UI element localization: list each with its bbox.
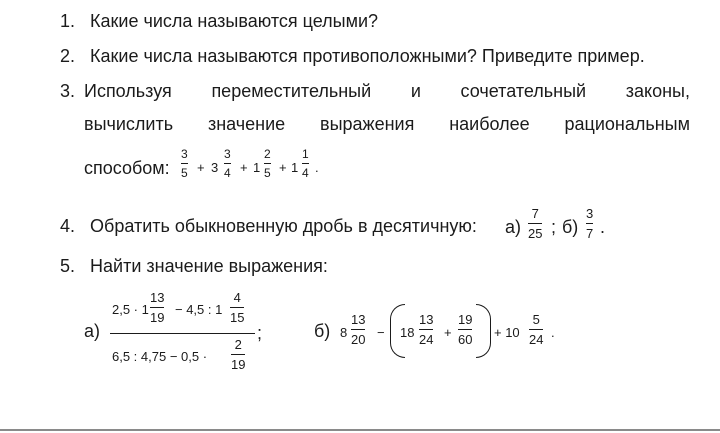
list-item-1 bbox=[60, 10, 378, 32]
fraction: 13 20 bbox=[351, 312, 366, 347]
separator: ; bbox=[551, 217, 557, 237]
bottom-divider bbox=[0, 429, 720, 431]
item-text: Обратить обыкновенную дробь в десятичную: bbox=[90, 216, 477, 236]
word: наиболее bbox=[449, 114, 530, 134]
whole-part: 8 bbox=[340, 325, 348, 340]
whole-part: 3 bbox=[211, 160, 219, 175]
word: и bbox=[410, 81, 421, 101]
operator: + 10 bbox=[494, 325, 520, 340]
whole-part: 1 bbox=[253, 160, 261, 175]
fraction: 7 25 bbox=[528, 206, 543, 241]
word: переместительный bbox=[211, 81, 372, 101]
operator: + bbox=[279, 160, 287, 175]
numerator-text: − 4,5 : 1 bbox=[175, 302, 223, 317]
fraction: 4 15 bbox=[230, 290, 245, 325]
whole-part: 18 bbox=[400, 325, 415, 340]
list-item-4 bbox=[60, 215, 477, 237]
item-number: 1. bbox=[60, 11, 76, 31]
right-parenthesis bbox=[476, 304, 491, 358]
item-3-line-1 bbox=[84, 80, 690, 102]
fraction: 1 4 bbox=[302, 147, 309, 180]
item-number: 3. bbox=[60, 81, 76, 101]
operator: + bbox=[197, 160, 205, 175]
whole-part: 1 bbox=[291, 160, 299, 175]
fraction: 5 24 bbox=[529, 312, 544, 347]
numerator-text: 2,5 · 1 bbox=[112, 302, 149, 317]
item-3-prefix: способом: bbox=[84, 158, 170, 178]
fraction: 13 19 bbox=[150, 290, 165, 325]
item-number: 2. bbox=[60, 46, 76, 66]
operator: + bbox=[444, 325, 452, 340]
semicolon: ; bbox=[257, 323, 263, 343]
period: . bbox=[600, 217, 606, 237]
item-text: Какие числа называются противоположными? Приведите пример. bbox=[90, 46, 645, 66]
fraction: 13 24 bbox=[419, 312, 434, 347]
fraction: 3 7 bbox=[586, 206, 594, 241]
denominator-text: 6,5 : 4,75 − 0,5 · bbox=[112, 349, 208, 364]
word: Используя bbox=[84, 81, 172, 101]
list-item-5 bbox=[60, 255, 328, 277]
fraction: 2 19 bbox=[231, 337, 246, 372]
item-text: Найти значение выражения: bbox=[90, 256, 328, 276]
label-b: б) bbox=[562, 217, 579, 237]
fraction: 3 4 bbox=[224, 147, 231, 180]
label-b: б) bbox=[314, 321, 331, 341]
period: . bbox=[551, 325, 555, 340]
label-a: а) bbox=[505, 217, 522, 237]
item-number: 5. bbox=[60, 256, 76, 276]
word: сочетательный bbox=[460, 81, 587, 101]
item-number: 4. bbox=[60, 216, 76, 236]
fraction: 2 5 bbox=[264, 147, 271, 180]
item-text: Какие числа называются целыми? bbox=[90, 11, 379, 31]
main-fraction-bar bbox=[110, 333, 255, 334]
fraction: 3 5 bbox=[181, 147, 188, 180]
list-item-2 bbox=[60, 45, 645, 67]
word: вычислить bbox=[84, 114, 174, 134]
word: законы, bbox=[625, 81, 690, 101]
word: выражения bbox=[320, 114, 415, 134]
operator: + bbox=[240, 160, 248, 175]
item-3-line-2 bbox=[84, 113, 690, 135]
fraction: 19 60 bbox=[458, 312, 473, 347]
period: . bbox=[315, 160, 319, 175]
word: значение bbox=[207, 114, 286, 134]
word: рациональным bbox=[564, 114, 690, 134]
operator: − bbox=[377, 325, 385, 340]
label-a: а) bbox=[84, 321, 101, 341]
